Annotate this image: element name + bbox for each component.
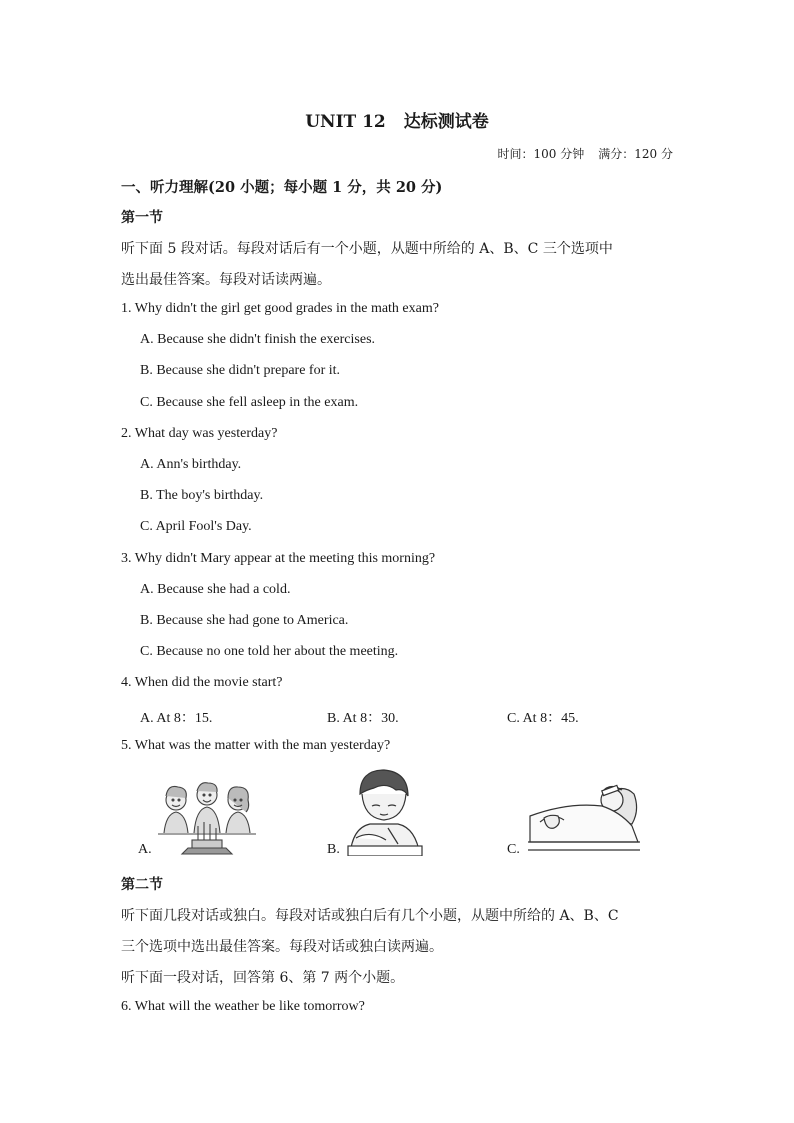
question-2-option-c: C. April Fool's Day.	[140, 519, 252, 534]
question-3-option-a: A. Because she had a cold.	[140, 582, 291, 597]
three-friends-birthday-cake-picture	[158, 778, 256, 856]
question-1-option-c: C. Because she fell asleep in the exam.	[140, 395, 359, 410]
question-3-option-b: B. Because she had gone to America.	[140, 613, 349, 628]
man-sick-in-bed-picture	[528, 776, 640, 856]
part1-label: 第一节	[121, 210, 163, 226]
question-1-option-b: B. Because she didn't prepare for it.	[140, 363, 341, 378]
full-score: 满分：120 分	[598, 147, 673, 161]
page-title	[0, 107, 794, 132]
question-6-stem: 6. What will the weather be like tomorrow?	[121, 999, 365, 1014]
boy-writing-picture	[346, 768, 424, 856]
question-2-option-a: A. Ann's birthday.	[140, 457, 242, 472]
question-1-option-a: A. Because she didn't finish the exercises.	[140, 332, 376, 347]
question-5-option-c: C.	[507, 842, 520, 857]
part2-instructions-line2: 三个选项中选出最佳答案。每段对话或独白读两遍。	[121, 939, 443, 955]
part1-instructions-line1: 听下面 5 段对话。每段对话后有一个小题，从题中所给的 A、B、C 三个选项中	[121, 241, 613, 257]
question-2-option-b: B. The boy's birthday.	[140, 488, 264, 503]
question-1-stem: 1. Why didn't the girl get good grades in the math exam?	[121, 301, 439, 316]
question-3-option-c: C. Because no one told her about the meeting.	[140, 644, 399, 659]
part1-instructions-line2: 选出最佳答案。每段对话读两遍。	[121, 272, 331, 288]
time-limit: 时间：100 分钟	[497, 147, 585, 161]
question-5-option-a: A.	[138, 842, 152, 857]
question-4-stem: 4. When did the movie start?	[121, 675, 283, 690]
section-heading: 一、听力理解(20 小题；每小题 1 分，共 20 分)	[121, 179, 443, 196]
part2-instructions-line1: 听下面几段对话或独白。每段对话或独白后有几个小题，从题中所给的 A、B、C	[121, 908, 619, 924]
question-5-stem: 5. What was the matter with the man yesterday?	[121, 738, 391, 753]
unit-label: UNIT 12	[305, 112, 386, 132]
question-5-option-b: B.	[327, 842, 340, 857]
question-2-stem: 2. What day was yesterday?	[121, 426, 278, 441]
exam-meta	[498, 145, 673, 162]
title-text: 达标测试卷	[403, 112, 489, 132]
question-4-option-c: C. At 8：45.	[507, 711, 579, 726]
question-4-option-a: A. At 8：15.	[140, 711, 213, 726]
question-4-option-b: B. At 8：30.	[327, 711, 399, 726]
question-3-stem: 3. Why didn't Mary appear at the meeting this morning?	[121, 551, 436, 566]
part2-label: 第二节	[121, 877, 163, 893]
part2-sub-instruction: 听下面一段对话，回答第 6、第 7 两个小题。	[121, 970, 405, 986]
